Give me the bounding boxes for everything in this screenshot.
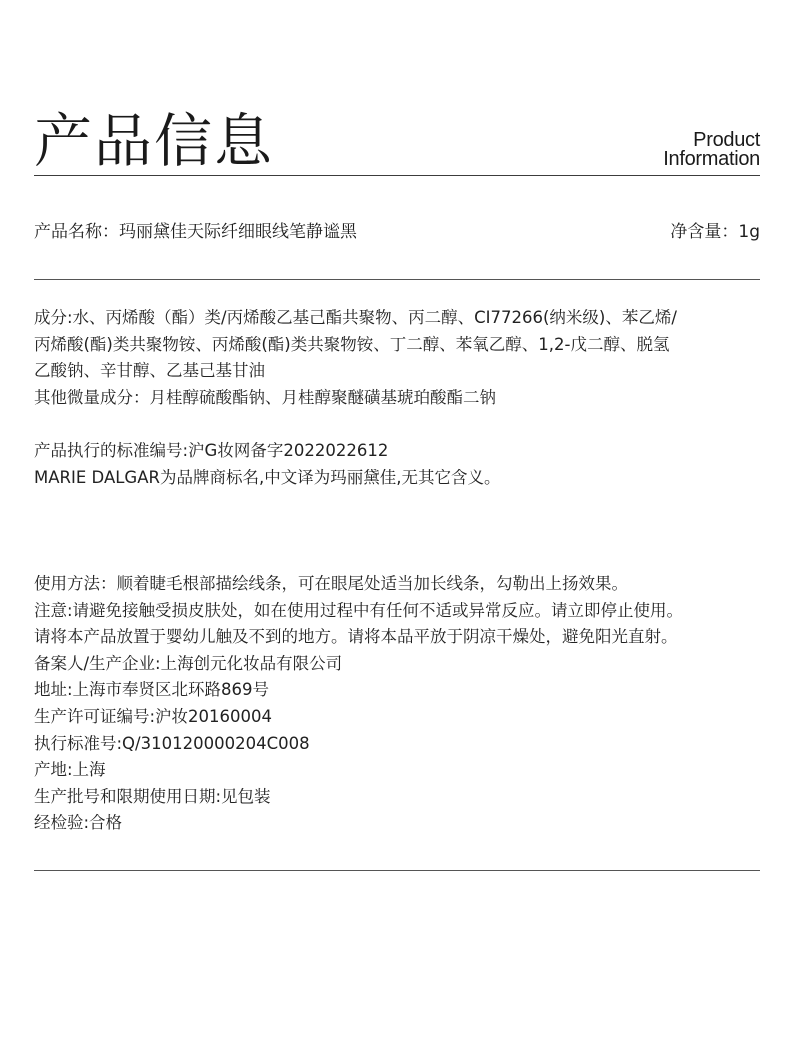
trace-ingredients-line: 其他微量成分：月桂醇硫酸酯钠、月桂醇聚醚磺基琥珀酸酯二钠: [34, 387, 496, 407]
usage-section: [34, 571, 779, 837]
address: 地址:上海市奉贤区北环路869号: [34, 680, 270, 700]
origin: 产地:上海: [34, 760, 106, 780]
product-name-divider: [34, 279, 760, 280]
storage-line: 请将本产品放置于婴幼儿触及不到的地方。请将本品平放于阴凉干燥处，避免阳光直射。: [34, 627, 678, 647]
inspection: 经检验:合格: [34, 813, 123, 833]
execution-standard: 执行标准号:Q/310120000204C008: [34, 733, 310, 753]
net-content: 净含量：1g: [670, 222, 760, 242]
product-name-row: [34, 221, 760, 243]
product-name: 产品名称：玛丽黛佳天际纤细眼线笔静谧黑: [34, 222, 357, 242]
caution-line: 注意:请避免接触受损皮肤处，如在使用过程中有任何不适或异常反应。请立即停止使用。: [34, 600, 684, 620]
standard-section: [34, 438, 779, 491]
usage-method: 使用方法：顺着睫毛根部描绘线条，可在眼尾处适当加长线条，勾勒出上扬效果。: [34, 574, 628, 593]
batch-expiry: 生产批号和限期使用日期:见包装: [34, 786, 271, 806]
page-title-english: [663, 131, 760, 169]
standard-number: 产品执行的标准编号:沪G妆网备字2022022612: [34, 441, 389, 460]
ingredients-line: 丙烯酸(酯)类共聚物铵、丙烯酸(酯)类共聚物铵、丁二醇、苯氧乙醇、1,2-戊二醇、脱氢: [34, 334, 670, 354]
brand-note: MARIE DALGAR为品牌商标名,中文译为玛丽黛佳,无其它含义。: [34, 467, 501, 487]
page-title-english-line-2: Information: [663, 148, 760, 170]
header-divider: [34, 175, 760, 176]
ingredients-section: [34, 305, 779, 411]
ingredients-line: 乙酸钠、辛甘醇、乙基己基甘油: [34, 361, 265, 381]
page-title-english-line-1: Product: [693, 129, 760, 151]
manufacturer: 备案人/生产企业:上海创元化妆品有限公司: [34, 653, 343, 673]
footer-divider: [34, 870, 760, 871]
ingredients-line: 成分:水、丙烯酸（酯）类/丙烯酸乙基己酯共聚物、丙二醇、CI77266(纳米级)、苯乙烯/: [34, 308, 677, 327]
license-number: 生产许可证编号:沪妆20160004: [34, 706, 273, 726]
page-title: 产品信息: [34, 107, 275, 175]
